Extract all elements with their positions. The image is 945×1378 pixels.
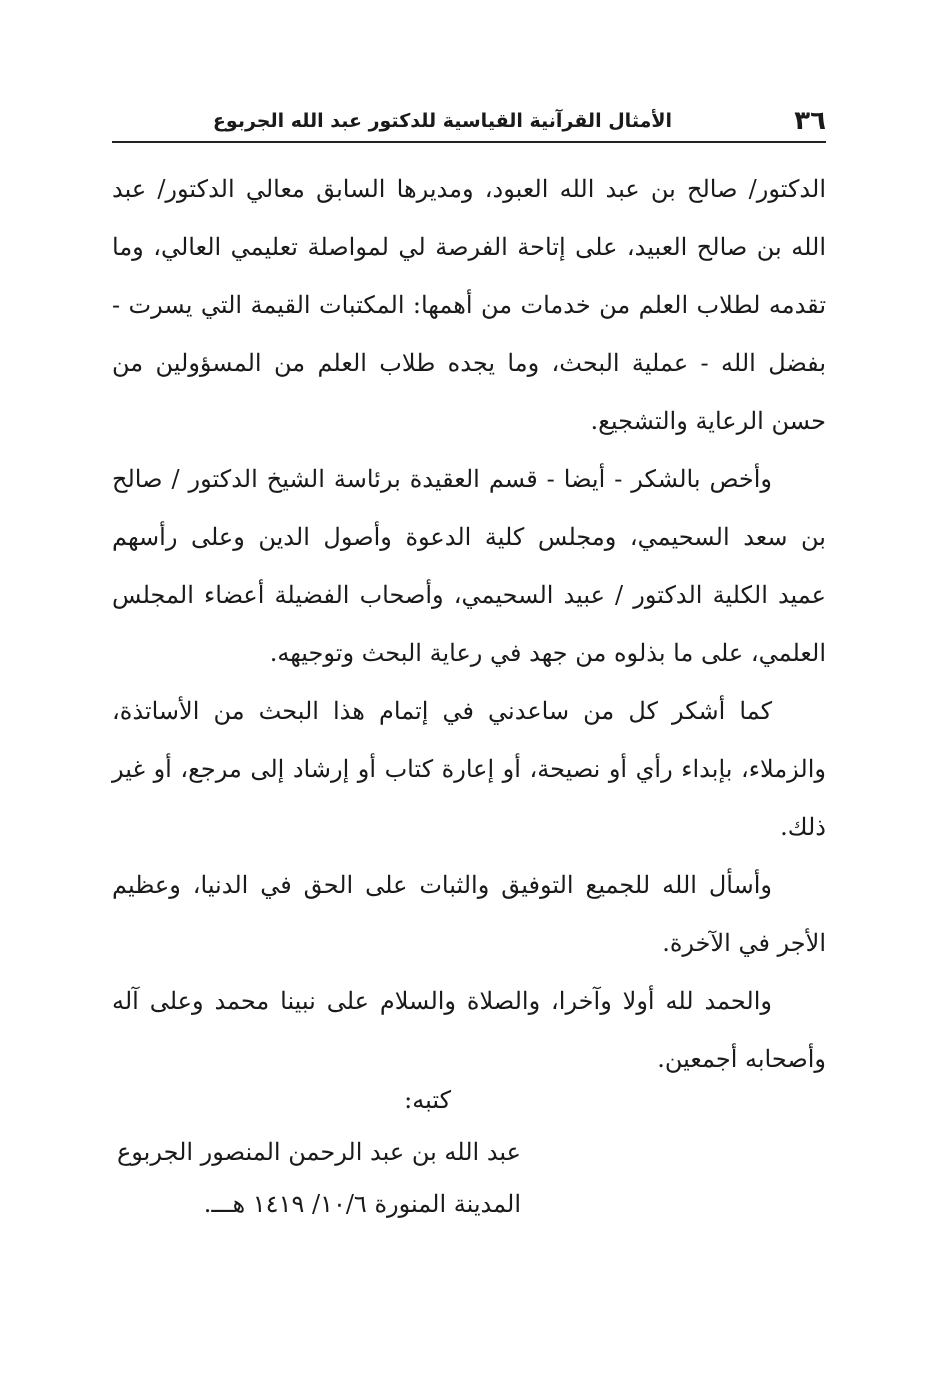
signature-place-date: المدينة المنورة ١٠/٦/ ١٤١٩ هـــ. [203,1190,521,1218]
signature-written-by: كتبه: [404,1086,451,1114]
page-number: ٣٦ [794,106,826,136]
signature-block [112,1074,826,1230]
paragraph-thanks-department: وأخص بالشكر - أيضا - قسم العقيدة برئاسة الشيخ الدكتور / صالح بن سعد السحيمي، ومجلس كلية الدعوة وأصول الدين وعلى رأسهم عميد الكلية الدكتور / عبيد السحيمي، وأصحاب الفضيلة أعضاء المجلس العلمي، على ما بذلوه من جهد في رعاية البحث وتوجيهه. [112,465,826,667]
page-header [112,104,826,140]
running-title: الأمثال القرآنية القياسية للدكتور عبد الله الجربوع [212,110,672,132]
paragraph-thanks-helpers: كما أشكر كل من ساعدني في إتمام هذا البحث من الأساتذة، والزملاء، بإبداء رأي أو نصيحة، أو إعارة كتاب أو إرشاد إلى مرجع، أو غير ذلك. [112,697,826,841]
body-text [112,160,826,1088]
paragraph-closing: والحمد لله أولا وآخرا، والصلاة والسلام على نبينا محمد وعلى آله وأصحابه أجمعين. [112,987,826,1073]
paragraph-prayer: وأسأل الله للجميع التوفيق والثبات على الحق في الدنيا، وعظيم الأجر في الآخرة. [112,871,826,957]
paragraph-continuation: الدكتور/ صالح بن عبد الله العبود، ومديرها السابق معالي الدكتور/ عبد الله بن صالح العبيد، على إتاحة الفرصة لي لمواصلة تعليمي العالي، وما تقدمه لطلاب العلم من خدمات من أهمها: المكتبات القيمة التي يسرت - بفضل الله - عملية البحث، وما يجده طلاب العلم من المسؤولين من حسن الرعاية والتشجيع. [112,175,826,435]
signature-author: عبد الله بن عبد الرحمن المنصور الجربوع [116,1138,521,1166]
header-divider [112,141,826,143]
